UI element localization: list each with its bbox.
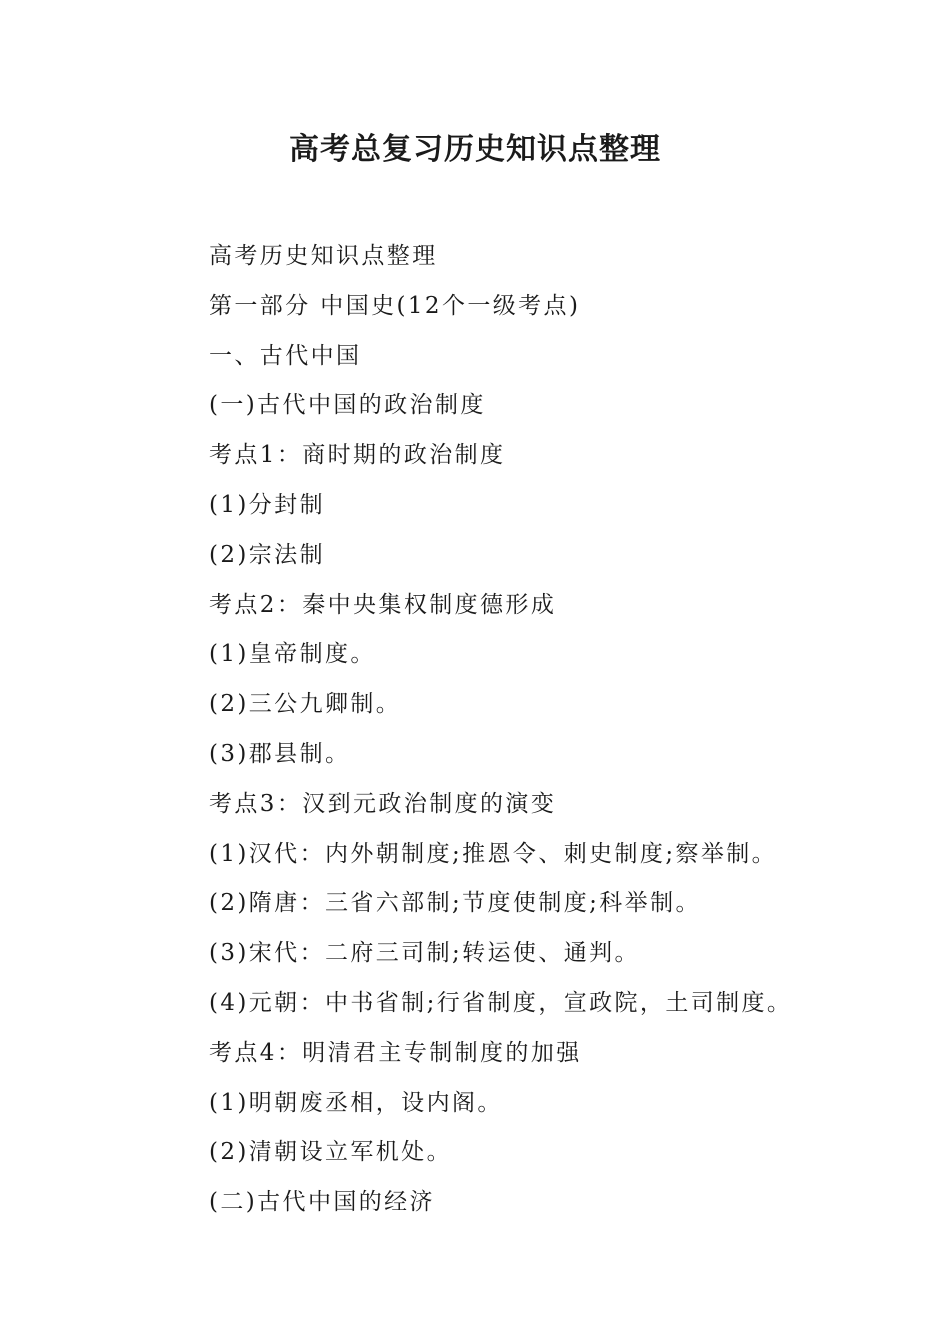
text-line: 考点1：商时期的政治制度 — [209, 442, 506, 469]
text-line: (1)汉代：内外朝制度;推恩令、刺史制度;察举制。 — [209, 840, 778, 867]
text-line: 考点2：秦中央集权制度德形成 — [209, 591, 557, 618]
text-line: 高考历史知识点整理 — [209, 243, 438, 269]
text-line: 考点4：明清君主专制制度的加强 — [209, 1039, 582, 1066]
text-line: (3)郡县制。 — [209, 740, 351, 767]
text-line: (2)隋唐：三省六部制;节度使制度;科举制。 — [209, 890, 701, 917]
document-body — [209, 232, 909, 1228]
text-line: 一、古代中国 — [209, 342, 362, 369]
text-line: (2)宗法制 — [209, 541, 325, 568]
text-line: 第一部分 中国史(12个一级考点) — [209, 292, 581, 319]
text-line: (3)宋代：二府三司制;转运使、通判。 — [209, 940, 640, 967]
text-line: (2)三公九卿制。 — [209, 691, 402, 718]
text-line: (一)古代中国的政治制度 — [209, 392, 486, 419]
text-line: (2)清朝设立军机处。 — [209, 1139, 452, 1166]
document-title: 高考总复习历史知识点整理 — [289, 132, 661, 167]
text-line: (1)分封制 — [209, 491, 325, 518]
text-line: (二)古代中国的经济 — [209, 1189, 435, 1216]
text-line: (4)元朝：中书省制;行省制度，宣政院，土司制度。 — [209, 989, 793, 1016]
text-line: (1)明朝废丞相，设内阁。 — [209, 1089, 503, 1116]
text-line: (1)皇帝制度。 — [209, 641, 376, 668]
text-line: 考点3：汉到元政治制度的演变 — [209, 790, 557, 817]
